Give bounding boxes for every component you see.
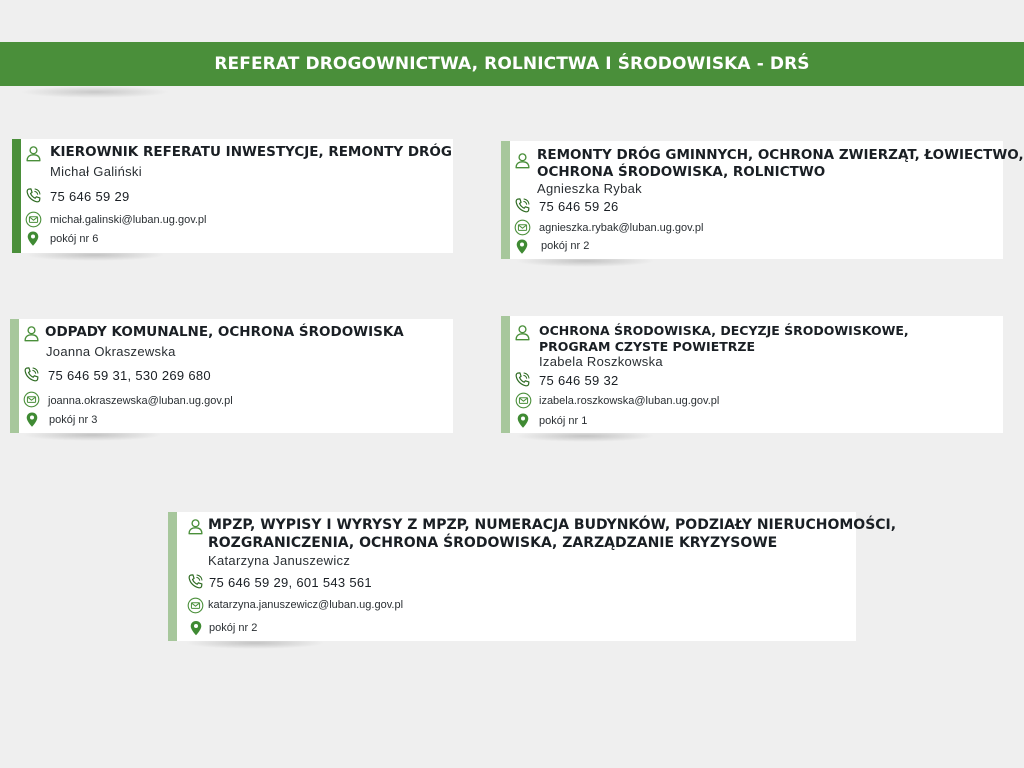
phone-icon (25, 187, 42, 204)
card-title-line-1: OCHRONA ŚRODOWISKA, DECYZJE ŚRODOWISKOWE, (539, 323, 909, 338)
contact-name: Joanna Okraszewska (46, 344, 176, 359)
card-title-line-2: ROZGRANICZENIA, OCHRONA ŚRODOWISKA, ZARZĄDZANIE KRYZYSOWE (208, 535, 778, 551)
person-icon (23, 325, 40, 342)
contact-room: pokój nr 2 (209, 622, 258, 634)
page-title: REFERAT DROGOWNICTWA, ROLNICTWA I ŚRODOWISKA - DRŚ (214, 54, 810, 74)
card-accent-bar (12, 139, 21, 253)
card-title-line-2: OCHRONA ŚRODOWISKA, ROLNICTWO (537, 164, 826, 180)
contact-email[interactable]: joanna.okraszewska@luban.ug.gov.pl (48, 395, 233, 407)
person-icon (187, 518, 204, 535)
person-icon (514, 324, 531, 341)
contact-email[interactable]: michał.galinski@luban.ug.gov.pl (50, 214, 207, 226)
mail-icon (23, 391, 40, 408)
contact-card-remonty-drog (501, 141, 1024, 259)
contact-card-kierownik (12, 139, 453, 253)
contact-phone: 75 646 59 29, 601 543 561 (209, 575, 372, 590)
card-title-line-2: PROGRAM CZYSTE POWIETRZE (539, 339, 755, 354)
mail-icon (187, 597, 204, 614)
contact-phone: 75 646 59 31, 530 269 680 (48, 368, 211, 383)
phone-icon (23, 366, 40, 383)
contact-card-ochrona-srodowiska (501, 316, 1003, 433)
card-title-line-1: REMONTY DRÓG GMINNYCH, OCHRONA ZWIERZĄT, ŁOWIECTWO, (537, 147, 1024, 163)
contact-card-odpady (10, 319, 453, 433)
contact-name: Michał Galiński (50, 164, 142, 179)
contact-room: pokój nr 3 (49, 414, 98, 426)
contact-card-mpzp (168, 512, 897, 641)
contact-email[interactable]: izabela.roszkowska@luban.ug.gov.pl (539, 395, 720, 407)
phone-icon (187, 573, 204, 590)
contact-email[interactable]: agnieszka.rybak@luban.ug.gov.pl (539, 222, 704, 234)
contact-phone: 75 646 59 26 (539, 199, 619, 214)
location-pin-icon (514, 238, 530, 255)
location-pin-icon (515, 412, 531, 429)
phone-icon (514, 197, 531, 214)
mail-icon (25, 211, 42, 228)
mail-icon (514, 219, 531, 236)
contact-phone: 75 646 59 29 (50, 189, 130, 204)
contact-name: Agnieszka Rybak (537, 181, 642, 196)
contact-room: pokój nr 6 (50, 233, 99, 245)
card-accent-bar (501, 316, 510, 433)
person-icon (25, 145, 42, 162)
location-pin-icon (24, 411, 40, 428)
card-title-line-1: MPZP, WYPISY I WYRYSY Z MPZP, NUMERACJA BUDYNKÓW, PODZIAŁY NIERUCHOMOŚCI, (208, 517, 897, 533)
contact-email[interactable]: katarzyna.januszewicz@luban.ug.gov.pl (208, 599, 404, 611)
mail-icon (515, 392, 532, 409)
card-title: ODPADY KOMUNALNE, OCHRONA ŚRODOWISKA (45, 324, 404, 340)
contact-room: pokój nr 1 (539, 415, 588, 427)
phone-icon (514, 371, 531, 388)
location-pin-icon (188, 619, 204, 637)
card-title: KIEROWNIK REFERATU INWESTYCJE, REMONTY DRÓG (50, 144, 452, 160)
card-accent-bar (501, 141, 510, 259)
contact-room: pokój nr 2 (541, 240, 590, 252)
contact-name: Izabela Roszkowska (539, 354, 663, 369)
banner-shadow (20, 86, 170, 98)
contact-name: Katarzyna Januszewicz (208, 553, 351, 568)
card-accent-bar (10, 319, 19, 433)
location-pin-icon (25, 230, 41, 247)
person-icon (514, 152, 531, 169)
contact-phone: 75 646 59 32 (539, 373, 619, 388)
page-title-banner (0, 42, 1024, 86)
card-accent-bar (168, 512, 177, 641)
